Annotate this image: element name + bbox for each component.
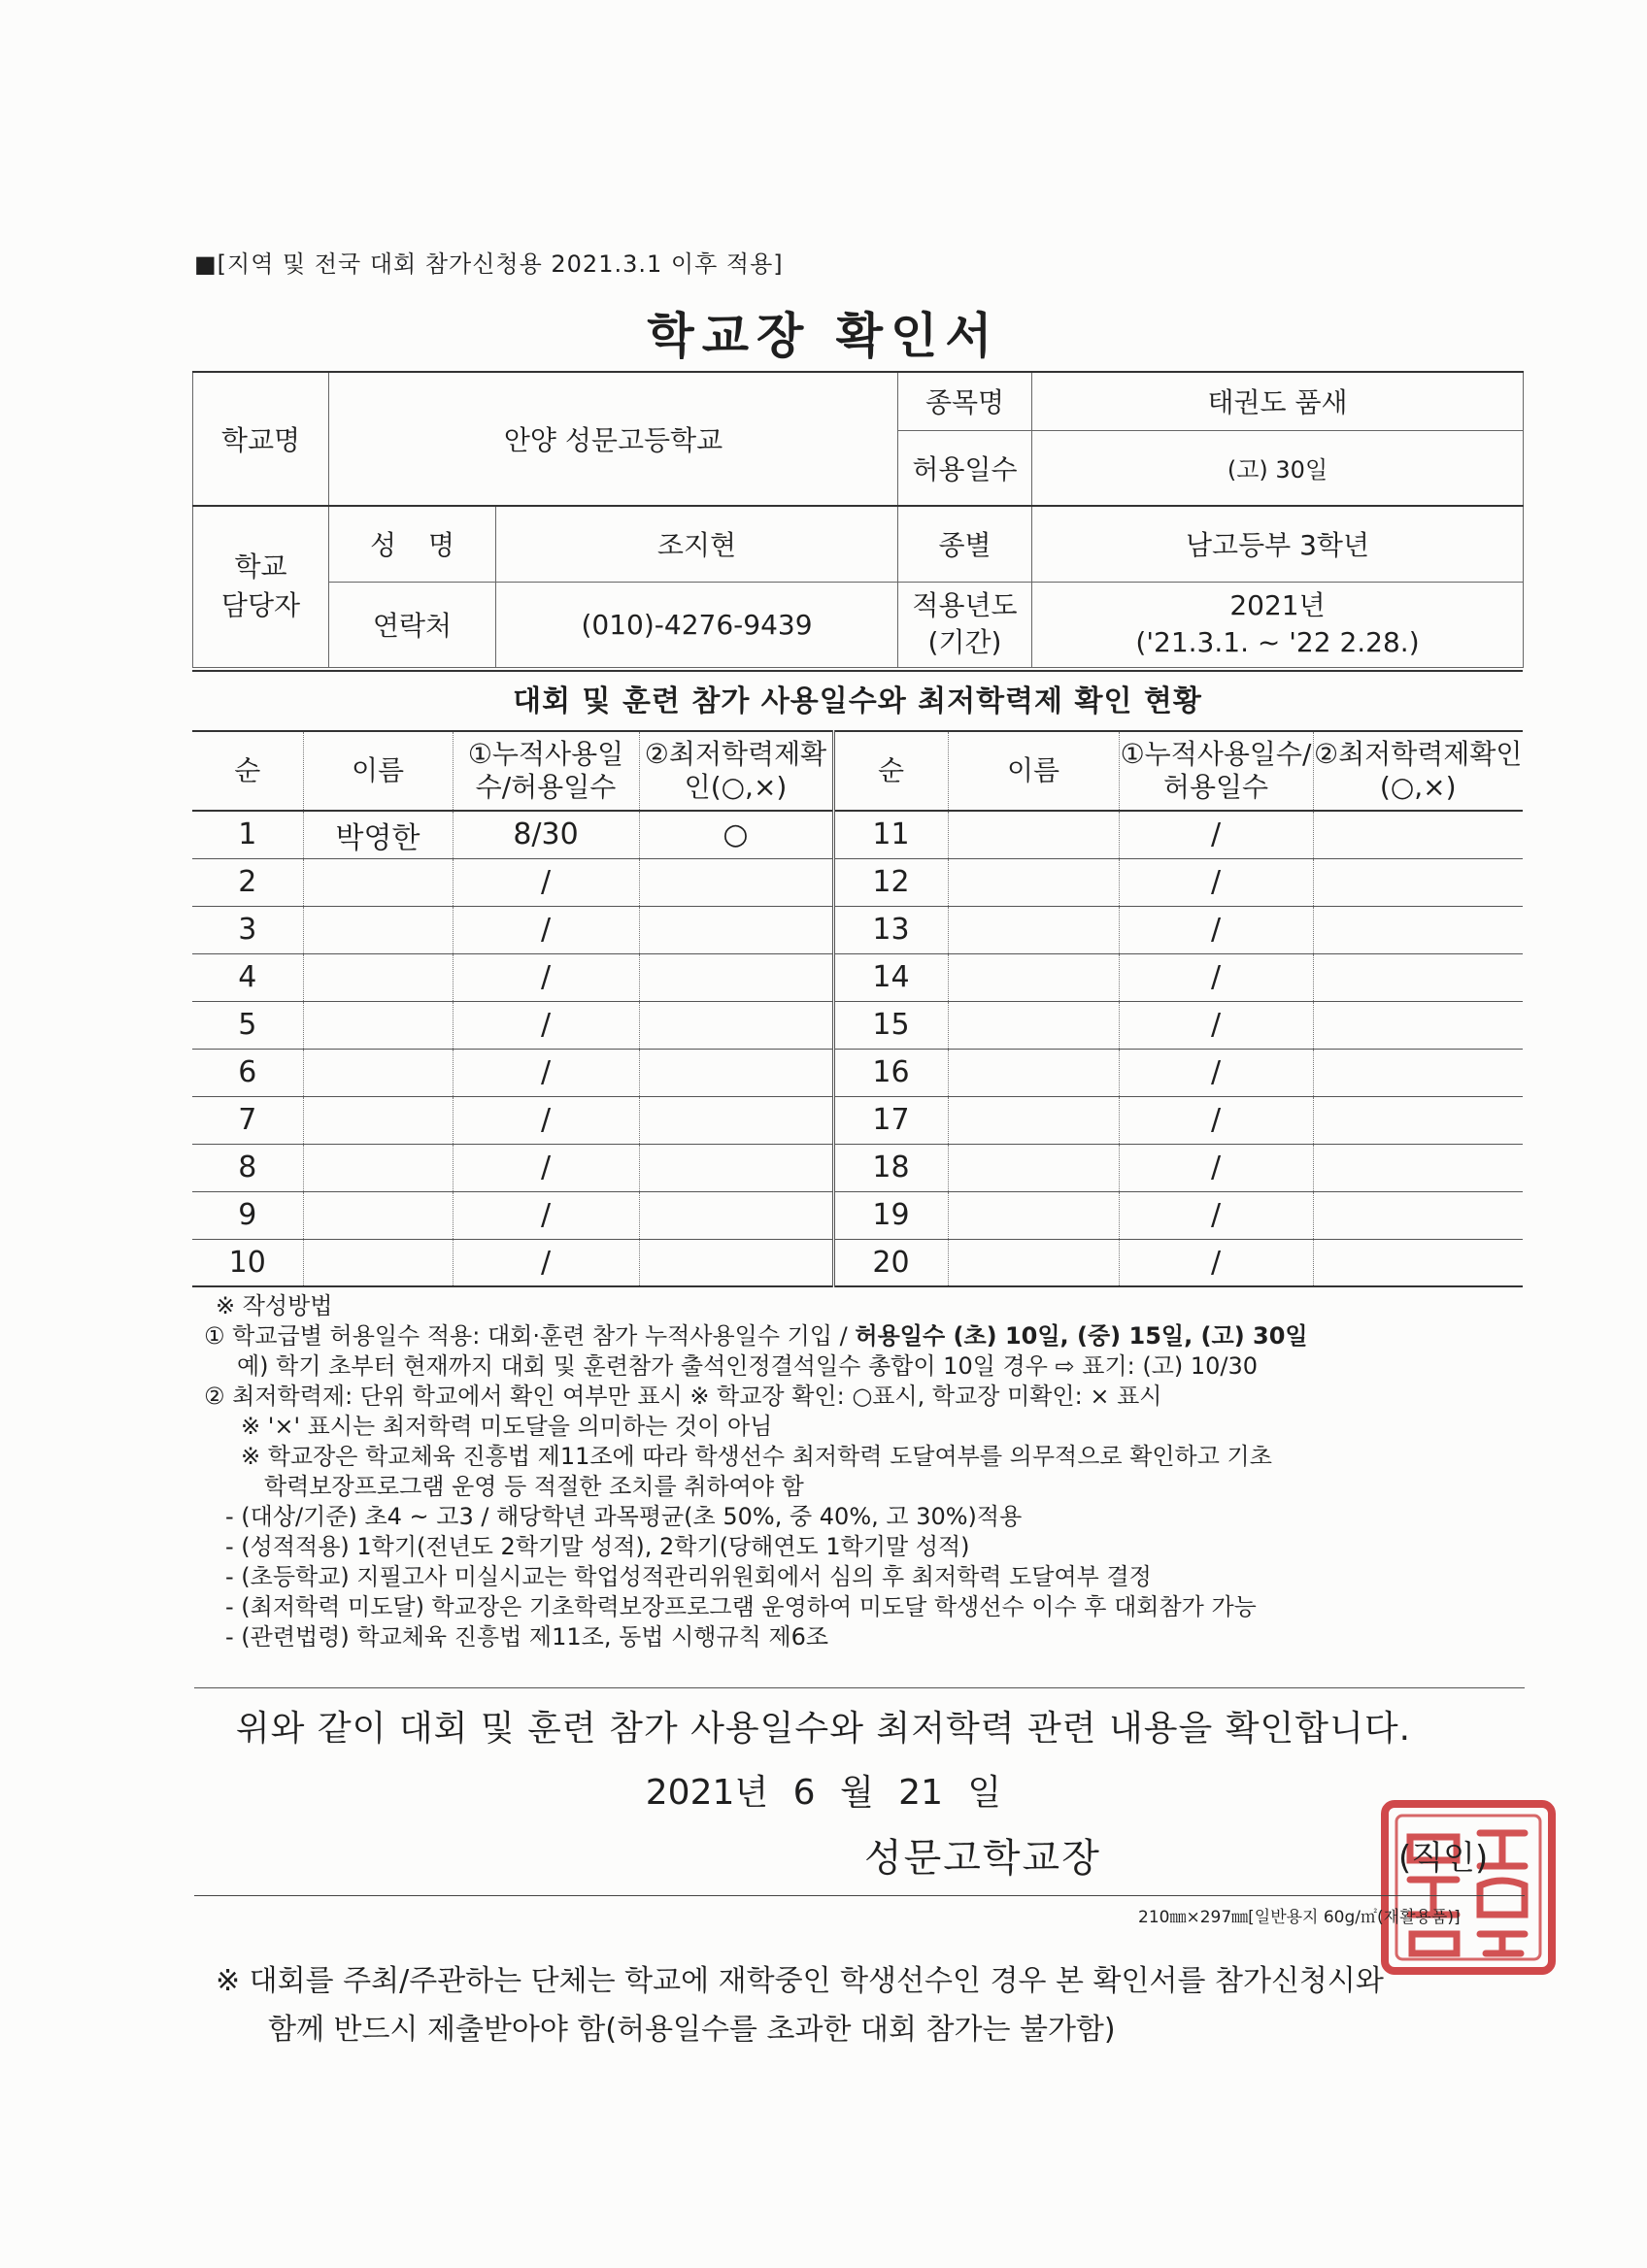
detail-2: - (성적적용) 1학기(전년도 2학기말 성적), 2학기(당해연도 1학기말 성적) — [225, 1533, 970, 1560]
cell-days-left: / — [453, 1001, 639, 1049]
year-label — [898, 582, 1032, 667]
cell-seq-right: 18 — [833, 1144, 948, 1191]
year-label-line1: 적용년도 — [912, 589, 1018, 621]
header-check-left: ②최저학력제확인(○,×) — [639, 731, 833, 811]
cell-name-left: 박영한 — [303, 811, 453, 858]
header-days-left: ①누적사용일수/허용일수 — [453, 731, 639, 811]
cell-days-left: / — [453, 1239, 639, 1286]
footer-line-2: 함께 반드시 제출받아야 함(허용일수를 초과한 대회 참가는 불가함) — [268, 2013, 1116, 2047]
contact-phone-value: (010)-4276-9439 — [496, 582, 898, 667]
cell-days-right: / — [1119, 1239, 1313, 1286]
footer-line-1: ※ 대회를 주최/주관하는 단체는 학교에 재학중인 학생선수인 경우 본 확인서를 참가신청시와 — [216, 1964, 1384, 1998]
cell-days-right: / — [1119, 1001, 1313, 1049]
table-row — [192, 811, 1523, 858]
cell-check-left — [639, 953, 833, 1001]
cell-name-right — [948, 1001, 1119, 1049]
header-seq-right: 순 — [833, 731, 948, 811]
table-row — [192, 1001, 1523, 1049]
cell-seq-right: 12 — [833, 858, 948, 906]
event-value: 태권도 품새 — [1032, 372, 1524, 430]
note-1-example: 예) 학기 초부터 현재까지 대회 및 훈련참가 출석인정결석일수 총합이 10일 경우 ⇨ 표기: (고) 10/30 — [237, 1352, 1259, 1380]
school-name-label: 학교명 — [193, 372, 329, 506]
notes-heading: ※ 작성방법 — [216, 1292, 333, 1319]
confirmation-statement: 위와 같이 대회 및 훈련 참가 사용일수와 최저학력 관련 내용을 확인합니다. — [235, 1709, 1412, 1749]
cell-check-right — [1313, 858, 1523, 906]
contact-phone-label: 연락처 — [329, 582, 496, 667]
cell-days-right: / — [1119, 858, 1313, 906]
cell-seq-left: 6 — [192, 1049, 303, 1096]
instructions — [204, 1291, 1525, 1652]
cell-days-left: / — [453, 1144, 639, 1191]
school-info-table — [192, 371, 1524, 668]
allowed-days-value: (고) 30일 — [1032, 430, 1524, 506]
table-row — [192, 906, 1523, 953]
cell-seq-right: 11 — [833, 811, 948, 858]
note-1 — [204, 1321, 1525, 1351]
cell-check-left — [639, 1049, 833, 1096]
participation-table — [192, 730, 1523, 1287]
cell-check-right — [1313, 953, 1523, 1001]
cell-name-left — [303, 1191, 453, 1239]
cell-check-right — [1313, 1096, 1523, 1144]
note-3: ※ '×' 표시는 최저학력 미도달을 의미하는 것이 아님 — [241, 1413, 773, 1440]
cell-name-right — [948, 1191, 1119, 1239]
cell-check-left — [639, 1001, 833, 1049]
header-seq-left: 순 — [192, 731, 303, 811]
event-label: 종목명 — [898, 372, 1032, 430]
cell-seq-left: 8 — [192, 1144, 303, 1191]
cell-days-right: / — [1119, 1049, 1313, 1096]
cell-name-left — [303, 906, 453, 953]
year-value-line1: 2021년 — [1229, 589, 1326, 621]
cell-check-left — [639, 1239, 833, 1286]
cell-seq-left: 4 — [192, 953, 303, 1001]
cell-seq-left: 10 — [192, 1239, 303, 1286]
table-row — [192, 953, 1523, 1001]
cell-seq-right: 14 — [833, 953, 948, 1001]
year-value — [1032, 582, 1524, 667]
cell-days-right: / — [1119, 906, 1313, 953]
cell-name-left — [303, 1144, 453, 1191]
contact-label-line2: 담당자 — [220, 589, 301, 622]
division-label: 종별 — [898, 506, 1032, 582]
cell-name-right — [948, 1049, 1119, 1096]
note-4-cont: 학력보장프로그램 운영 등 적절한 조치를 취하여야 함 — [264, 1473, 804, 1500]
cell-name-left — [303, 1239, 453, 1286]
contact-label-line1: 학교 — [234, 550, 287, 584]
cell-days-right: / — [1119, 811, 1313, 858]
cell-name-left — [303, 1096, 453, 1144]
cell-days-left: 8/30 — [453, 811, 639, 858]
detail-1: - (대상/기준) 초4 ~ 고3 / 해당학년 과목평균(초 50%, 중 40%, 고 30%)적용 — [225, 1503, 1023, 1530]
bottom-divider — [194, 1895, 1525, 1896]
year-value-line2: ('21.3.1. ~ '22 2.28.) — [1135, 626, 1420, 658]
cell-check-left — [639, 906, 833, 953]
cell-check-right — [1313, 906, 1523, 953]
cell-seq-right: 13 — [833, 906, 948, 953]
detail-3: - (초등학교) 지필고사 미실시교는 학업성적관리위원회에서 심의 후 최저학력 도달여부 결정 — [225, 1563, 1152, 1590]
cell-days-right: / — [1119, 1144, 1313, 1191]
contact-section-label — [193, 506, 329, 667]
cell-name-right — [948, 1239, 1119, 1286]
table-body — [192, 811, 1523, 1286]
table-row — [192, 1191, 1523, 1239]
footer-notice — [216, 1957, 1575, 2054]
cell-days-right: / — [1119, 1096, 1313, 1144]
cell-name-right — [948, 953, 1119, 1001]
cell-seq-left: 9 — [192, 1191, 303, 1239]
cell-days-left: / — [453, 953, 639, 1001]
confirm-divider — [194, 1687, 1525, 1688]
cell-name-right — [948, 1144, 1119, 1191]
contact-name-value: 조지현 — [496, 506, 898, 582]
cell-seq-right: 16 — [833, 1049, 948, 1096]
header-name-right: 이름 — [948, 731, 1119, 811]
cell-name-right — [948, 1096, 1119, 1144]
form-usage-note: ■[지역 및 전국 대회 참가신청용 2021.3.1 이후 적용] — [194, 250, 784, 278]
cell-name-left — [303, 1049, 453, 1096]
cell-seq-right: 15 — [833, 1001, 948, 1049]
seal-label: (직인) — [1398, 1839, 1489, 1878]
cell-days-right: / — [1119, 1191, 1313, 1239]
cell-days-left: / — [453, 906, 639, 953]
cell-name-right — [948, 858, 1119, 906]
cell-days-left: / — [453, 1191, 639, 1239]
table-row — [192, 1144, 1523, 1191]
cell-seq-left: 2 — [192, 858, 303, 906]
cell-seq-right: 20 — [833, 1239, 948, 1286]
note-1-text: ① 학교급별 허용일수 적용: 대회·훈련 참가 누적사용일수 기입 / — [204, 1322, 856, 1350]
cell-days-left: / — [453, 1096, 639, 1144]
header-days-right: ①누적사용일수/허용일수 — [1119, 731, 1313, 811]
year-label-line2: (기간) — [927, 626, 1002, 658]
allowed-days-label: 허용일수 — [898, 430, 1032, 506]
cell-days-right: / — [1119, 953, 1313, 1001]
cell-check-left — [639, 1191, 833, 1239]
table-row — [192, 858, 1523, 906]
cell-name-left — [303, 1001, 453, 1049]
cell-check-right — [1313, 1239, 1523, 1286]
table-row — [192, 1049, 1523, 1096]
cell-name-right — [948, 906, 1119, 953]
cell-name-right — [948, 811, 1119, 858]
note-2: ② 최저학력제: 단위 학교에서 확인 여부만 표시 ※ 학교장 확인: ○표시, 학교장 미확인: × 표시 — [204, 1383, 1162, 1410]
cell-days-left: / — [453, 858, 639, 906]
cell-days-left: / — [453, 1049, 639, 1096]
school-name-value: 안양 성문고등학교 — [329, 372, 898, 506]
cell-seq-left: 7 — [192, 1096, 303, 1144]
cell-check-right — [1313, 811, 1523, 858]
cell-check-left — [639, 1096, 833, 1144]
contact-name-label: 성 명 — [329, 506, 496, 582]
table-row — [192, 1239, 1523, 1286]
cell-check-right — [1313, 1001, 1523, 1049]
cell-check-right — [1313, 1191, 1523, 1239]
cell-name-left — [303, 953, 453, 1001]
cell-seq-left: 5 — [192, 1001, 303, 1049]
table-header-row — [192, 731, 1523, 811]
cell-seq-left: 1 — [192, 811, 303, 858]
cell-seq-left: 3 — [192, 906, 303, 953]
detail-4: - (최저학력 미도달) 학교장은 기초학력보장프로그램 운영하여 미도달 학생선수 이수 후 대회참가 가능 — [225, 1593, 1257, 1620]
cell-check-right — [1313, 1049, 1523, 1096]
note-1-bold: 허용일수 (초) 10일, (중) 15일, (고) 30일 — [855, 1322, 1308, 1350]
detail-5: - (관련법령) 학교체육 진흥법 제11조, 동법 시행규칙 제6조 — [225, 1623, 829, 1651]
principal-title: 성문고학교장 — [864, 1836, 1101, 1881]
note-4: ※ 학교장은 학교체육 진흥법 제11조에 따라 학생선수 최저학력 도달여부를 의무적으로 확인하고 기초 — [241, 1443, 1272, 1470]
division-value: 남고등부 3학년 — [1032, 506, 1524, 582]
cell-seq-right: 19 — [833, 1191, 948, 1239]
document-title: 학교장 확인서 — [647, 308, 1000, 364]
section-title: 대회 및 훈련 참가 사용일수와 최저학력제 확인 현황 — [192, 670, 1523, 732]
header-check-right: ②최저학력제확인(○,×) — [1313, 731, 1523, 811]
cell-check-left — [639, 1144, 833, 1191]
header-name-left: 이름 — [303, 731, 453, 811]
cell-seq-right: 17 — [833, 1096, 948, 1144]
cell-check-right — [1313, 1144, 1523, 1191]
table-row — [192, 1096, 1523, 1144]
cell-name-left — [303, 858, 453, 906]
cell-check-left: ○ — [639, 811, 833, 858]
cell-check-left — [639, 858, 833, 906]
official-seal-icon — [1379, 1798, 1558, 1977]
issue-date: 2021년 6 월 21 일 — [645, 1773, 1002, 1813]
paper-spec: 210㎜×297㎜[일반용지 60g/㎡(재활용품)] — [1138, 1908, 1461, 1927]
